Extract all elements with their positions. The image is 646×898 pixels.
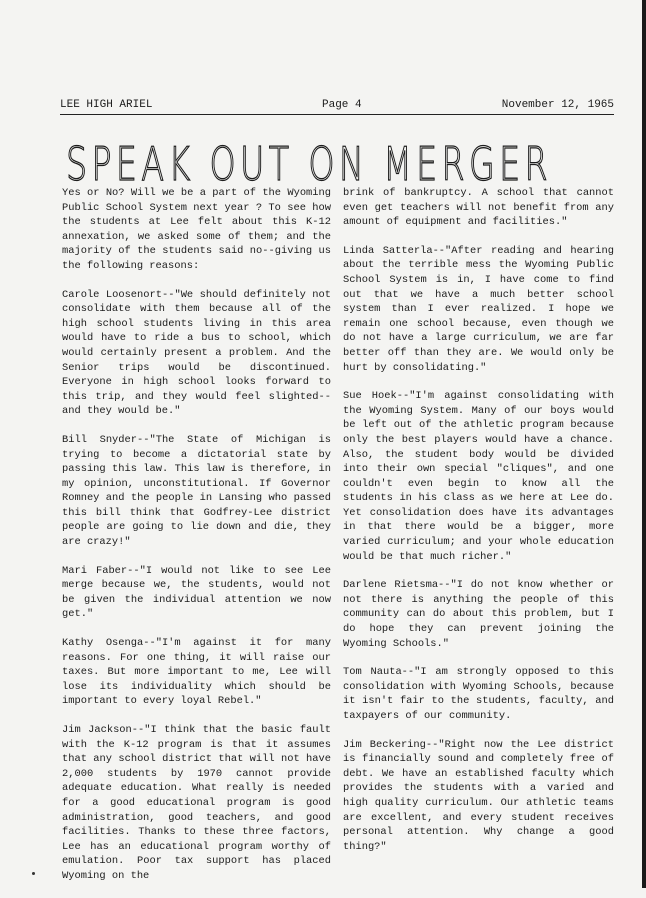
- continued-paragraph: brink of bankruptcy. A school that cannot even get teachers will not benefit from any amount of equipment and facilities.": [343, 187, 614, 229]
- page-edge: [642, 0, 646, 888]
- newspaper-header: [60, 98, 614, 115]
- issue-date: November 12, 1965: [501, 99, 614, 111]
- quote-paragraph: Tom Nauta--"I am strongly opposed to this consolidation with Wyoming Schools, because it isn't fair to the students, faculty, and taxpayers of our community.: [343, 666, 614, 722]
- right-column: [343, 186, 614, 868]
- quote-paragraph: Carole Loosenort--"We should definitely not consolidate with them because all of the high school students living in this area would have to ride a bus to school, which would certainly present a problem. And the Senior trips would be discontinued. Everyone in high school looks forward to this trip, and they would feel slighted--and they would be.": [62, 288, 331, 418]
- quote-paragraph: Jim Jackson--"I think that the basic fault with the K-12 program is that it assumes that any school district that will not have 2,000 students by 1970 cannot provide adequate education. What really is needed for a good educational program is good administration, good teachers, and good facilities. Thanks to these three factors, Lee has an educational program worthy of emulation. Poor tax support has placed Wyoming on the: [62, 724, 331, 882]
- headline-text: SPEAK OUT ON MERGER: [66, 137, 552, 191]
- quote-paragraph: Sue Hoek--"I'm against consolidating with the Wyoming System. Many of our boys would be left out of the athletic program because only the best players would have a chance. Also, the student body would be divided into their own special "cliques", and one couldn't even begin to know all the students in his class as we here at Lee do. Yet consolidation does have its advantages in that there would be a bigger, more varied curriculum; and your whole education would be that much richer.": [343, 390, 614, 563]
- quote-paragraph: Linda Satterla--"After reading and hearing about the terrible mess the Wyoming Public School System is in, I have come to find out that we have a much better school system than I ever realized. I hope we remain one school because, even though we do not have a large curriculum, we are far better off than they are. We would only be hurt by consolidating.": [343, 244, 614, 374]
- paper-speck: [32, 872, 35, 875]
- intro-paragraph: Yes or No? Will we be a part of the Wyoming Public School System next year ? To see how the students at Lee felt about this K-12 annexation, we asked some of them; and the majority of the students said no--giving us the following reasons:: [62, 187, 331, 272]
- quote-paragraph: Jim Beckering--"Right now the Lee district is financially sound and completely free of debt. We have an established faculty which provides the students with a varied and high quality curriculum. Our athletic teams are excellent, and every student receives personal attention. Why change a good thing?": [343, 738, 614, 853]
- left-column: [62, 186, 331, 898]
- page-number: Page 4: [322, 99, 362, 111]
- quote-paragraph: Bill Snyder--"The State of Michigan is trying to become a dictatorial state by passing this law. This law is therefore, in my opinion, unconstitutional. If Governor Romney and the people in Lansing who passed this bill think that Godfrey-Lee district people are going to lie down and die, they are crazy!": [62, 433, 331, 549]
- headline: [64, 136, 554, 191]
- quote-paragraph: Mari Faber--"I would not like to see Lee merge because we, the students, would not be given the individual attention we now get.": [62, 564, 331, 621]
- newspaper-name: LEE HIGH ARIEL: [60, 99, 153, 111]
- quote-paragraph: Darlene Rietsma--"I do not know whether or not there is anything the people of this community can do about this problem, but I do hope they can prevent joining the Wyoming Schools.": [343, 579, 614, 650]
- quote-paragraph: Kathy Osenga--"I'm against it for many reasons. For one thing, it will raise our taxes. But more important to me, Lee will lose its individuality which should be important to every loyal Rebel.": [62, 637, 331, 708]
